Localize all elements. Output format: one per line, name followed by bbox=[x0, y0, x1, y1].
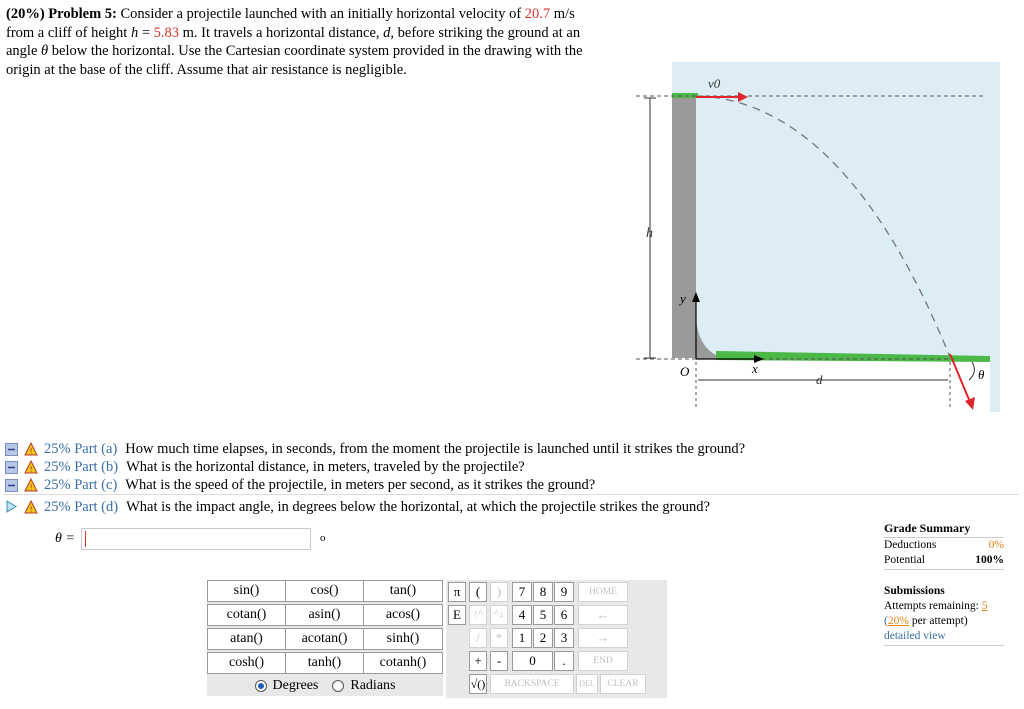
svg-text:!: ! bbox=[29, 447, 33, 456]
blank-key bbox=[448, 674, 466, 694]
attempts-label: Attempts remaining: bbox=[884, 600, 982, 612]
svg-text:!: ! bbox=[29, 465, 33, 474]
attempts-value: 5 bbox=[981, 600, 988, 612]
warning-icon bbox=[24, 460, 38, 474]
part-question: What is the horizontal distance, in meters, traveled by the projectile? bbox=[126, 459, 525, 475]
sin-button[interactable]: sin() bbox=[207, 580, 286, 602]
deductions-value: 0% bbox=[988, 539, 1004, 551]
projectile-figure bbox=[636, 62, 1000, 412]
x-label: x bbox=[752, 361, 758, 376]
key-4[interactable]: 4 bbox=[512, 605, 532, 625]
key-5[interactable]: 5 bbox=[533, 605, 553, 625]
degree-unit: o bbox=[320, 532, 326, 544]
e-key[interactable]: E bbox=[448, 605, 466, 625]
key-8[interactable]: 8 bbox=[533, 582, 553, 602]
v0-value: 20.7 bbox=[524, 6, 551, 22]
part-d[interactable] bbox=[4, 494, 1019, 516]
d-symbol: d bbox=[383, 24, 391, 41]
dot-key[interactable]: . bbox=[554, 651, 574, 671]
up-key[interactable]: ↑^ bbox=[469, 605, 487, 625]
degrees-label[interactable]: Degrees bbox=[272, 677, 319, 693]
function-keypad bbox=[207, 580, 443, 696]
text-caret bbox=[85, 531, 86, 547]
key-0[interactable]: 0 bbox=[512, 651, 553, 671]
key-2[interactable]: 2 bbox=[533, 628, 553, 648]
d-label: d bbox=[816, 372, 823, 387]
grade-summary bbox=[884, 521, 1004, 646]
key-1[interactable]: 1 bbox=[512, 628, 532, 648]
home-key[interactable]: HOME bbox=[578, 582, 628, 602]
v0-label: v0 bbox=[708, 76, 721, 91]
cotanh-button[interactable]: cotanh() bbox=[363, 652, 443, 674]
right-arrow-key[interactable]: → bbox=[578, 628, 628, 648]
cosh-button[interactable]: cosh() bbox=[207, 652, 286, 674]
h-value: 5.83 bbox=[153, 24, 180, 41]
pi-key[interactable]: π bbox=[448, 582, 466, 602]
part-b[interactable] bbox=[4, 458, 1019, 476]
part-a[interactable] bbox=[4, 440, 1019, 458]
angle-mode bbox=[207, 675, 443, 696]
ground bbox=[672, 358, 990, 412]
part-c[interactable] bbox=[4, 476, 1019, 494]
problem-text: m/s from a cliff of height bbox=[6, 6, 575, 41]
collapse-icon[interactable] bbox=[4, 460, 18, 474]
part-percent: 25% Part (c) bbox=[44, 477, 118, 493]
minus-key[interactable]: - bbox=[490, 651, 508, 671]
key-3[interactable]: 3 bbox=[554, 628, 574, 648]
theta-label: θ bbox=[978, 367, 985, 382]
atan-button[interactable]: atan() bbox=[207, 628, 286, 650]
answer-input[interactable] bbox=[81, 528, 311, 550]
potential-row bbox=[884, 553, 1004, 568]
problem-text: m. It travels a horizontal distance, bbox=[179, 24, 384, 41]
per-attempt-percent: 20% bbox=[887, 615, 909, 627]
left-arrow-key[interactable]: ← bbox=[578, 605, 628, 625]
part-percent: 25% Part (d) bbox=[44, 498, 119, 515]
y-label: y bbox=[680, 291, 686, 306]
part-question: What is the impact angle, in degrees below the horizontal, at which the projectile strikes the ground? bbox=[126, 498, 710, 515]
warning-icon bbox=[24, 500, 38, 514]
acotan-button[interactable]: acotan() bbox=[285, 628, 364, 650]
divide-key[interactable]: / bbox=[469, 628, 487, 648]
answer-label: θ = bbox=[55, 531, 75, 546]
multiply-key[interactable]: * bbox=[490, 628, 508, 648]
number-keypad bbox=[446, 580, 667, 698]
attempts-row bbox=[884, 599, 1004, 614]
grade-summary-title: Grade Summary bbox=[884, 521, 1004, 538]
del-key[interactable]: DEL bbox=[576, 674, 598, 694]
end-key[interactable]: END bbox=[578, 651, 628, 671]
plus-key[interactable]: + bbox=[469, 651, 487, 671]
warning-icon bbox=[24, 442, 38, 456]
origin-label: O bbox=[680, 364, 690, 379]
degrees-radio[interactable] bbox=[255, 680, 267, 692]
key-6[interactable]: 6 bbox=[554, 605, 574, 625]
svg-text:!: ! bbox=[29, 504, 33, 514]
theta-symbol: θ bbox=[41, 43, 49, 59]
h-label: h bbox=[646, 226, 653, 241]
submissions-title: Submissions bbox=[884, 585, 945, 597]
key-9[interactable]: 9 bbox=[554, 582, 574, 602]
cotan-button[interactable]: cotan() bbox=[207, 604, 286, 626]
lparen-key[interactable]: ( bbox=[469, 582, 487, 602]
asin-button[interactable]: asin() bbox=[285, 604, 364, 626]
problem-statement bbox=[6, 5, 606, 79]
rparen-key[interactable]: ) bbox=[490, 582, 508, 602]
tan-button[interactable]: tan() bbox=[363, 580, 443, 602]
potential-label: Potential bbox=[884, 554, 925, 566]
deductions-label: Deductions bbox=[884, 539, 937, 551]
part-question: How much time elapses, in seconds, from the moment the projectile is launched until it strikes the ground? bbox=[125, 441, 746, 457]
problem-header: (20%) Problem 5: bbox=[6, 6, 117, 22]
per-attempt-close: per attempt) bbox=[908, 615, 968, 627]
backspace-key[interactable]: BACKSPACE bbox=[490, 674, 574, 694]
part-question: What is the speed of the projectile, in meters per second, as it strikes the ground? bbox=[125, 477, 596, 493]
part-percent: 25% Part (a) bbox=[44, 441, 118, 457]
collapse-icon[interactable] bbox=[4, 442, 18, 456]
radians-radio[interactable] bbox=[332, 680, 344, 692]
tanh-button[interactable]: tanh() bbox=[285, 652, 364, 674]
radians-label[interactable]: Radians bbox=[350, 677, 396, 693]
detailed-view-link[interactable]: detailed view bbox=[884, 630, 946, 642]
problem-text: below the horizontal. Use the Cartesian coordinate system provided in the drawing with the origin at the base of the cliff. Assume that air resistance is negligible. bbox=[6, 43, 583, 78]
svg-text:!: ! bbox=[29, 483, 33, 492]
part-percent: 25% Part (b) bbox=[44, 459, 119, 475]
clear-key[interactable]: CLEAR bbox=[600, 674, 646, 694]
parts-list bbox=[4, 440, 1019, 516]
expand-icon[interactable] bbox=[4, 500, 18, 514]
sqrt-key[interactable]: √() bbox=[469, 674, 487, 694]
problem-text: = bbox=[138, 24, 154, 41]
warning-icon bbox=[24, 478, 38, 492]
cos-button[interactable]: cos() bbox=[285, 580, 364, 602]
sinh-button[interactable]: sinh() bbox=[363, 628, 443, 650]
key-7[interactable]: 7 bbox=[512, 582, 532, 602]
problem-text: , before striking the ground at an angle bbox=[6, 24, 581, 59]
blank-key bbox=[448, 628, 466, 648]
per-attempt-open: ( bbox=[884, 615, 888, 627]
down-key[interactable]: ^↓ bbox=[490, 605, 508, 625]
summary-divider bbox=[884, 645, 1004, 646]
answer-row bbox=[55, 528, 311, 550]
per-attempt-row bbox=[884, 614, 1004, 629]
h-symbol: h bbox=[130, 24, 139, 41]
problem-text: Consider a projectile launched with an initially horizontal velocity of bbox=[116, 6, 525, 22]
collapse-icon[interactable] bbox=[4, 478, 18, 492]
acos-button[interactable]: acos() bbox=[363, 604, 443, 626]
blank-key bbox=[448, 651, 466, 671]
deductions-row bbox=[884, 538, 1004, 553]
potential-value: 100% bbox=[975, 554, 1004, 566]
